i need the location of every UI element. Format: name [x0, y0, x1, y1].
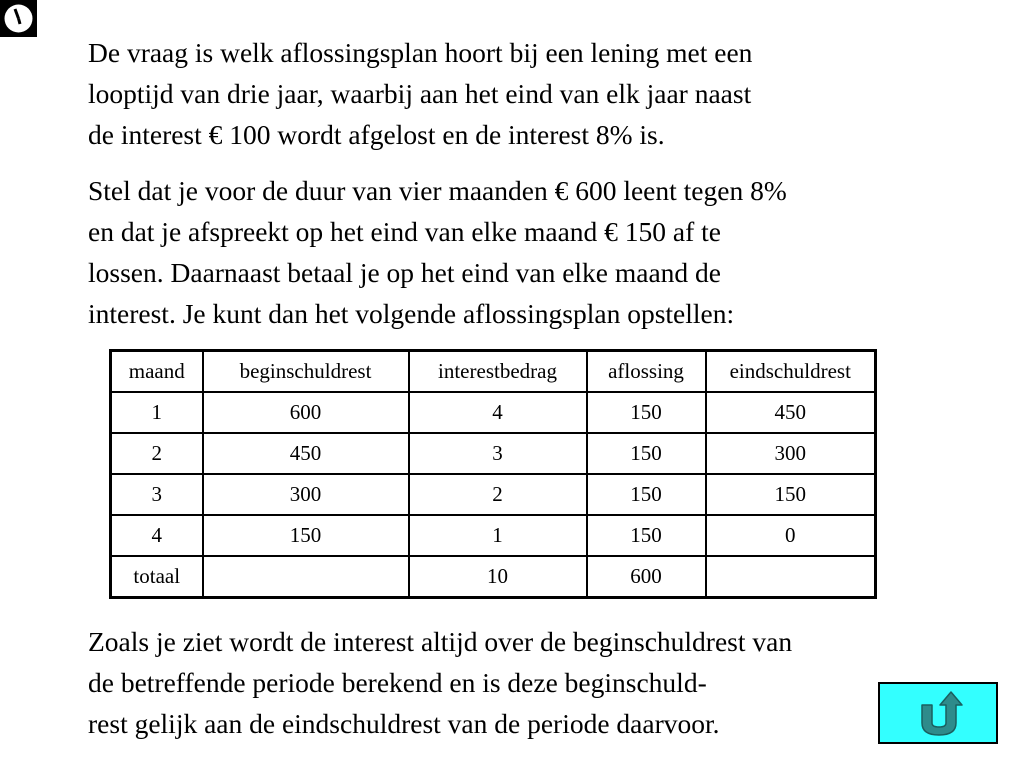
- table-cell: 2: [409, 474, 587, 515]
- clock-icon: [0, 0, 37, 37]
- table-cell: 450: [203, 433, 409, 474]
- table-row: [111, 474, 876, 515]
- table-cell: 450: [706, 392, 876, 433]
- intro-line: looptijd van drie jaar, waarbij aan het eind van elk jaar naast: [88, 78, 752, 109]
- table-cell: 3: [111, 474, 203, 515]
- header-beginschuldrest: beginschuldrest: [203, 351, 409, 393]
- return-arrow-icon: [914, 689, 964, 739]
- table-cell: 150: [706, 474, 876, 515]
- back-button[interactable]: [878, 682, 998, 744]
- table-row: [111, 392, 876, 433]
- table-cell: 600: [203, 392, 409, 433]
- table-cell: [203, 556, 409, 598]
- conclusion-paragraph: [88, 621, 792, 744]
- conclusion-line: de betreffende periode berekend en is deze beginschuld-: [88, 667, 707, 698]
- example-line: lossen. Daarnaast betaal je op het eind van elke maand de: [88, 257, 722, 288]
- header-interestbedrag: interestbedrag: [409, 351, 587, 393]
- header-aflossing: aflossing: [587, 351, 706, 393]
- table-cell: 150: [203, 515, 409, 556]
- table-cell: 1: [409, 515, 587, 556]
- repayment-plan-table: [109, 349, 877, 599]
- table-cell: 300: [203, 474, 409, 515]
- table-cell: 0: [706, 515, 876, 556]
- example-line: en dat je afspreekt op het eind van elke maand € 150 af te: [88, 216, 722, 247]
- header-maand: maand: [111, 351, 203, 393]
- table-row: [111, 515, 876, 556]
- conclusion-line: Zoals je ziet wordt de interest altijd over de beginschuldrest van: [88, 626, 793, 657]
- table-cell: 150: [587, 474, 706, 515]
- table-total-row: [111, 556, 876, 598]
- table-cell: 600: [587, 556, 706, 598]
- header-eindschuldrest: eindschuldrest: [706, 351, 876, 393]
- intro-paragraph: [88, 32, 752, 155]
- intro-line: De vraag is welk aflossingsplan hoort bij een lening met een: [88, 37, 753, 68]
- table-header-row: [111, 351, 876, 393]
- example-line: interest. Je kunt dan het volgende aflossingsplan opstellen:: [88, 298, 735, 329]
- conclusion-line: rest gelijk aan de eindschuldrest van de periode daarvoor.: [88, 708, 720, 739]
- table-cell: totaal: [111, 556, 203, 598]
- table-cell: 1: [111, 392, 203, 433]
- table-cell: 3: [409, 433, 587, 474]
- table-cell: 150: [587, 515, 706, 556]
- table-cell: [706, 556, 876, 598]
- table-cell: 2: [111, 433, 203, 474]
- intro-line: de interest € 100 wordt afgelost en de interest 8% is.: [88, 119, 665, 150]
- repayment-table-wrapper: [109, 349, 877, 599]
- table-cell: 300: [706, 433, 876, 474]
- table-cell: 4: [111, 515, 203, 556]
- table-cell: 10: [409, 556, 587, 598]
- example-paragraph: [88, 170, 787, 334]
- table-row: [111, 433, 876, 474]
- example-line: Stel dat je voor de duur van vier maanden € 600 leent tegen 8%: [88, 175, 787, 206]
- table-cell: 150: [587, 433, 706, 474]
- table-cell: 150: [587, 392, 706, 433]
- table-cell: 4: [409, 392, 587, 433]
